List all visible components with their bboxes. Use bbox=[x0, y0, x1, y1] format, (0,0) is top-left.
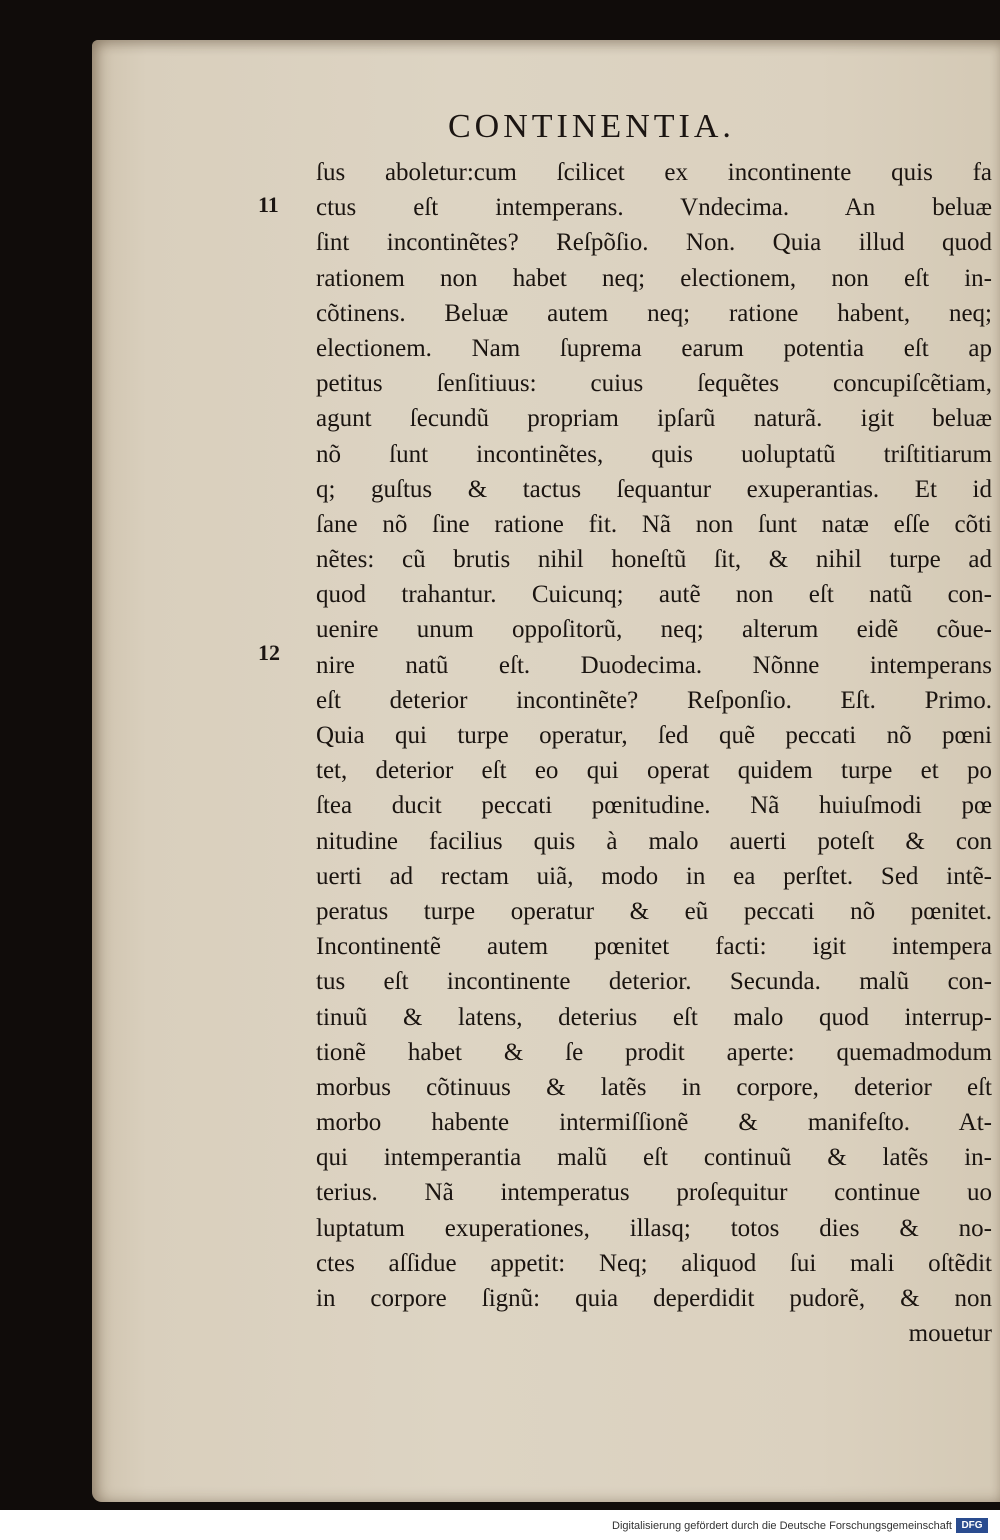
text-line: morbo habente intermiſſionẽ & manifeſto. At- bbox=[316, 1109, 992, 1137]
text-line: peratus turpe operatur & eũ peccati nõ pœnitet. bbox=[316, 897, 992, 925]
text-line: Quia qui turpe operatur, ſed quẽ peccati nõ pœni bbox=[316, 722, 992, 749]
text-line: ſane nõ ſine ratione fit. Nã non ſunt natæ eſſe cõti bbox=[316, 510, 992, 538]
catchword: mouetur bbox=[908, 1320, 992, 1348]
funding-credit: Digitalisierung gefördert durch die Deutsche Forschungsgemeinschaft bbox=[612, 1520, 952, 1532]
text-line: tionẽ habet & ſe prodit aperte: quemadmodum bbox=[316, 1038, 992, 1066]
text-line: morbus cõtinuus & latẽs in corpore, deterior eſt bbox=[316, 1073, 992, 1101]
dfg-logo: DFG bbox=[956, 1518, 988, 1533]
text-line: ctus eſt intemperans. Vndecima. An beluæ bbox=[316, 194, 992, 222]
text-line: ſtea ducit peccati pœnitudine. Nã huiuſmodi pœ bbox=[316, 792, 992, 820]
text-line: in corpore ſignũ: quia deperdidit pudorẽ, & non bbox=[316, 1285, 992, 1312]
text-line: tet, deterior eſt eo qui operat quidem turpe et po bbox=[316, 757, 992, 785]
margin-number-12: 12 bbox=[258, 640, 280, 665]
text-line: electionem. Nam ſuprema earum potentia eſt ap bbox=[316, 334, 992, 362]
text-line: cõtinens. Beluæ autem neq; ratione habent, neq; bbox=[316, 299, 992, 327]
text-line: nitudine facilius quis à malo auerti poteſt & con bbox=[316, 827, 992, 855]
text-line: rationem non habet neq; electionem, non eſt in- bbox=[316, 264, 992, 292]
text-line: tinuũ & latens, deterius eſt malo quod interrup- bbox=[316, 1003, 992, 1031]
text-line: uerti ad rectam uiã, modo in ea perſtet. Sed intẽ- bbox=[316, 862, 992, 890]
text-line: luptatum exuperationes, illasq; totos dies & no- bbox=[316, 1214, 992, 1242]
text-line: nire natũ eſt. Duodecima. Nõnne intemperans bbox=[316, 651, 992, 679]
text-line: eſt deterior incontinẽte? Reſponſio. Eſt. Primo. bbox=[316, 686, 992, 714]
text-line: Incontinentẽ autem pœnitet facti: igit intempera bbox=[316, 933, 992, 961]
text-line: nõ ſunt incontinẽtes, quis uoluptatũ triſtitiarum bbox=[316, 440, 992, 468]
body-text bbox=[316, 155, 992, 1351]
text-line: ſus aboletur:cum ſcilicet ex incontinente quis fa bbox=[316, 159, 992, 186]
text-line: agunt ſecundũ propriam ipſarũ naturã. igit beluæ bbox=[316, 405, 992, 433]
text-line: nẽtes: cũ brutis nihil honeſtũ ſit, & nihil turpe ad bbox=[316, 546, 992, 574]
margin-number-11: 11 bbox=[258, 192, 279, 217]
text-line: ſint incontinẽtes? Reſpõſio. Non. Quia illud quod bbox=[316, 229, 992, 257]
running-head: CONTINENTIA. bbox=[448, 108, 735, 145]
text-line: tus eſt incontinente deterior. Secunda. malũ con- bbox=[316, 968, 992, 996]
text-line: uenire unum oppoſitorũ, neq; alterum eidẽ cõue- bbox=[316, 616, 992, 644]
text-line: ctes aſſidue appetit: Neq; aliquod ſui mali oſtẽdit bbox=[316, 1249, 992, 1277]
footer-bar bbox=[0, 1512, 1000, 1540]
text-line: q; guſtus & tactus ſequantur exuperantias. Et id bbox=[316, 475, 992, 503]
text-line: terius. Nã intemperatus proſequitur continue uo bbox=[316, 1179, 992, 1207]
text-line: qui intemperantia malũ eſt continuũ & latẽs in- bbox=[316, 1144, 992, 1172]
text-line: petitus ſenſitiuus: cuius ſequẽtes concupiſcẽtiam, bbox=[316, 370, 992, 398]
text-line: quod trahantur. Cuicunq; autẽ non eſt natũ con- bbox=[316, 581, 992, 609]
